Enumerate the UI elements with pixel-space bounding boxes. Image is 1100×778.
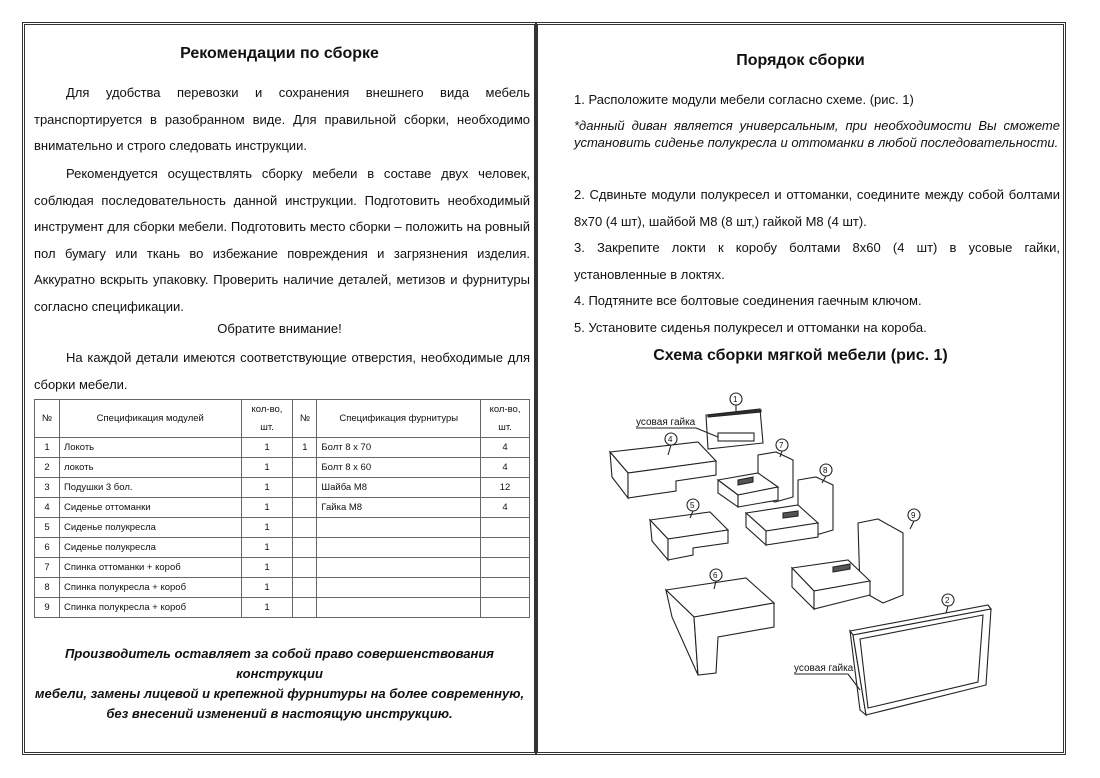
- row-hardware: [317, 578, 481, 598]
- row-num: 9: [35, 598, 60, 618]
- step-3: 3. Закрепите локти к коробу болтами 8х60 (4 шт) в усовые гайки, установленные в локтях.: [574, 240, 1060, 282]
- row-hardware-num: [293, 458, 317, 478]
- marker-7: 7: [779, 441, 784, 450]
- row-module: Спинка полукресла + короб: [59, 578, 241, 598]
- row-hardware-qty: 4: [481, 438, 530, 458]
- step-4: 4. Подтяните все болтовые соединения гаечным ключом.: [574, 293, 922, 308]
- row-hardware-qty: [481, 558, 530, 578]
- row-module-qty: 1: [241, 598, 293, 618]
- row-module: Подушки 3 бол.: [59, 478, 241, 498]
- row-module: Локоть: [59, 438, 241, 458]
- specification-table: [34, 399, 530, 618]
- row-module-qty: 1: [241, 458, 293, 478]
- row-module: локоть: [59, 458, 241, 478]
- table-row: [35, 558, 530, 578]
- row-hardware-qty: [481, 598, 530, 618]
- row-hardware: [317, 518, 481, 538]
- row-hardware-qty: 12: [481, 478, 530, 498]
- diagram-title: Схема сборки мягкой мебели (рис. 1): [653, 347, 948, 364]
- table-row: [35, 478, 530, 498]
- marker-5: 5: [690, 501, 695, 510]
- step-2: 2. Сдвиньте модули полукресел и оттоманки, соедините между собой болтами 8х70 (4 шт), шайбой М8 (8 шт,) гайкой М8 (4 шт).: [574, 187, 1060, 229]
- recommendation-text: Рекомендуется осуществлять сборку мебели в составе двух человек, соблюдая последовательность данной инструкции. Подготовить необходимый инструмент для сборки мебели. Подготовить место сборки – положить на ровный пол бумагу или ткань во избежание повреждения и загрязнения изделия. Аккуратно вскрыть упаковку. Проверить наличие деталей, метизов и фурнитуры согласно спецификации.: [34, 166, 530, 314]
- row-hardware: [317, 598, 481, 618]
- step-5: 5. Установите сиденья полукресел и оттоманки на короба.: [574, 320, 927, 335]
- manufacturer-disclaimer: [25, 644, 534, 724]
- table-row: [35, 598, 530, 618]
- nut-label-bottom: усовая гайка: [794, 663, 854, 674]
- intro-text: Для удобства перевозки и сохранения внешнего вида мебель транспортируется в разобранном виде. Для правильной сборки, необходимо внимательно и строго следовать инструкции.: [34, 85, 530, 153]
- row-module: Спинка полукресла + короб: [59, 598, 241, 618]
- row-hardware-num: [293, 538, 317, 558]
- right-page-title: Порядок сборки: [736, 52, 865, 69]
- row-num: 4: [35, 498, 60, 518]
- row-module: Сиденье оттоманки: [59, 498, 241, 518]
- row-hardware-num: [293, 518, 317, 538]
- marker-4: 4: [668, 435, 673, 444]
- disclaimer-line: Производитель оставляет за собой право совершенствования конструкции: [65, 646, 494, 681]
- marker-6: 6: [713, 571, 718, 580]
- row-module: Сиденье полукресла: [59, 538, 241, 558]
- right-page: [535, 22, 1066, 755]
- row-module: Сиденье полукресла: [59, 518, 241, 538]
- marker-2: 2: [945, 596, 950, 605]
- marker-1: 1: [733, 395, 738, 404]
- row-module-qty: 1: [241, 498, 293, 518]
- nut-label-top: усовая гайка: [636, 417, 696, 428]
- table-row: [35, 518, 530, 538]
- left-page: [22, 22, 537, 755]
- header-qty-hardware: кол-во, шт.: [481, 400, 530, 438]
- marker-8: 8: [823, 466, 828, 475]
- row-hardware: [317, 558, 481, 578]
- marker-9: 9: [911, 511, 916, 520]
- disclaimer-line: без внесений изменений в настоящую инструкцию.: [106, 706, 453, 721]
- row-hardware: [317, 538, 481, 558]
- row-num: 8: [35, 578, 60, 598]
- row-num: 1: [35, 438, 60, 458]
- row-module-qty: 1: [241, 518, 293, 538]
- row-num: 2: [35, 458, 60, 478]
- disclaimer-line: мебели, замены лицевой и крепежной фурнитуры на более современную,: [34, 686, 525, 701]
- intro-paragraph: [34, 80, 530, 160]
- header-qty-modules: кол-во, шт.: [241, 400, 293, 438]
- row-num: 7: [35, 558, 60, 578]
- holes-paragraph: [34, 345, 530, 398]
- row-hardware-qty: [481, 578, 530, 598]
- row-num: 5: [35, 518, 60, 538]
- recommendation-paragraph: [34, 161, 530, 320]
- attention-note: Обратите внимание!: [217, 321, 342, 336]
- row-module-qty: 1: [241, 578, 293, 598]
- row-module-qty: 1: [241, 558, 293, 578]
- row-hardware-num: [293, 578, 317, 598]
- row-hardware: Шайба М8: [317, 478, 481, 498]
- table-row: [35, 458, 530, 478]
- header-hardware: Спецификация фурнитуры: [317, 400, 481, 438]
- row-hardware-num: 1: [293, 438, 317, 458]
- row-module: Спинка оттоманки + короб: [59, 558, 241, 578]
- row-hardware-num: [293, 598, 317, 618]
- row-hardware: Гайка М8: [317, 498, 481, 518]
- row-hardware-num: [293, 558, 317, 578]
- table-row: [35, 578, 530, 598]
- table-header-row: [35, 400, 530, 438]
- header-modules: Спецификация модулей: [59, 400, 241, 438]
- header-num-hardware: №: [293, 400, 317, 438]
- row-module-qty: 1: [241, 538, 293, 558]
- row-hardware-qty: 4: [481, 458, 530, 478]
- row-hardware: Болт 8 х 70: [317, 438, 481, 458]
- assembly-diagram: [598, 385, 1018, 725]
- table-row: [35, 498, 530, 518]
- left-page-title: Рекомендации по сборке: [180, 45, 379, 62]
- table-row: [35, 538, 530, 558]
- table-row: [35, 438, 530, 458]
- step-1: 1. Расположите модули мебели согласно схеме. (рис. 1): [574, 92, 914, 107]
- row-hardware-qty: [481, 538, 530, 558]
- row-hardware-qty: [481, 518, 530, 538]
- row-num: 6: [35, 538, 60, 558]
- holes-text: На каждой детали имеются соответствующие отверстия, необходимые для сборки мебели.: [34, 350, 530, 392]
- furniture-exploded-view-icon: [598, 385, 1018, 725]
- header-num-modules: №: [35, 400, 60, 438]
- row-hardware-num: [293, 498, 317, 518]
- row-hardware-num: [293, 478, 317, 498]
- row-module-qty: 1: [241, 478, 293, 498]
- row-module-qty: 1: [241, 438, 293, 458]
- universal-note: *данный диван является универсальным, при необходимости Вы сможете установить сиденье полукресла и оттоманки в любой последовательности.: [574, 118, 1060, 150]
- row-hardware-qty: 4: [481, 498, 530, 518]
- row-hardware: Болт 8 х 60: [317, 458, 481, 478]
- row-num: 3: [35, 478, 60, 498]
